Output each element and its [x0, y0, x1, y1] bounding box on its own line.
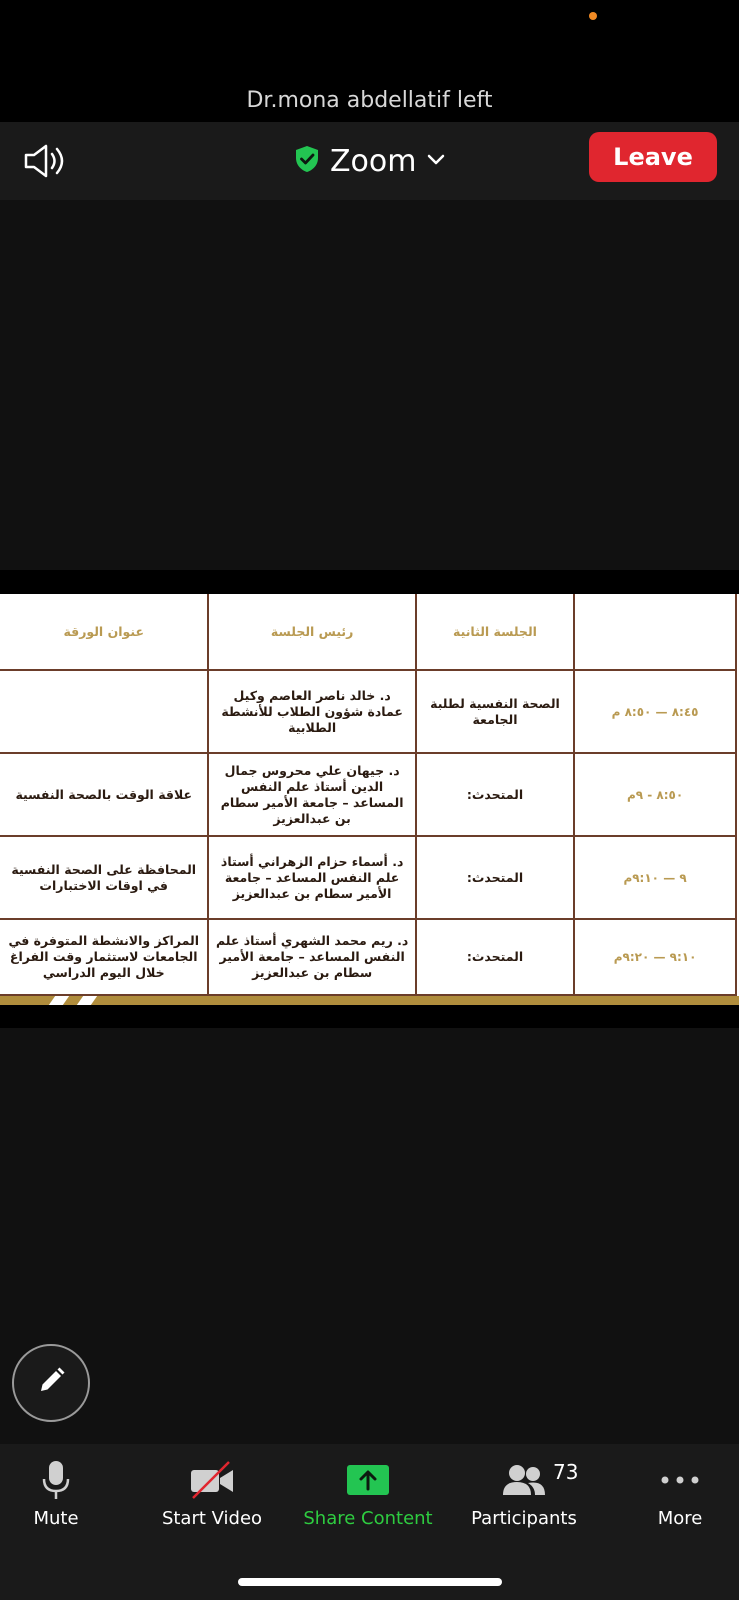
mute-label: Mute — [33, 1508, 79, 1529]
participants-label: Participants — [471, 1508, 577, 1529]
annotate-button[interactable] — [12, 1344, 90, 1422]
mute-button[interactable] — [0, 1458, 130, 1538]
header-session-chair: رئيس الجلسة — [208, 594, 415, 670]
slide-footer-bar — [0, 996, 739, 1005]
top-bar — [0, 122, 739, 200]
chevron-down-icon — [426, 152, 446, 171]
pencil-icon — [35, 1365, 67, 1401]
leave-button[interactable]: Leave — [589, 132, 717, 182]
session-role-cell: المتحدث: — [416, 919, 574, 995]
header-time — [574, 594, 736, 670]
more-button[interactable] — [606, 1458, 739, 1538]
session-chair-cell: د. خالد ناصر العاصم وكيل عمادة شؤون الطلاب للأنشطة الطلابية — [208, 670, 415, 753]
session-chair-cell: د. جيهان علي محروس جمال الدين أستاذ علم النفس المساعد – جامعة الأمير سطام بن عبدالعزيز — [208, 753, 415, 836]
speaker-icon[interactable] — [22, 142, 66, 180]
more-label: More — [657, 1508, 703, 1529]
session-role-cell: المتحدث: — [416, 753, 574, 836]
home-indicator[interactable] — [238, 1578, 502, 1586]
more-dots-icon — [606, 1458, 739, 1502]
session-role-cell: المتحدث: — [416, 836, 574, 919]
footer-stripe — [77, 996, 97, 1005]
video-off-icon — [138, 1458, 286, 1502]
participant-count-badge: 73 — [553, 1460, 579, 1484]
time-cell: ٩ — ٩:١٠م — [574, 836, 736, 919]
time-cell: ٩:١٠ — ٩:٢٠م — [574, 919, 736, 995]
header-second-session: الجلسة الثانية — [416, 594, 574, 670]
recording-indicator — [589, 12, 597, 20]
paper-title-cell: المحافظة على الصحة النفسية في اوقات الاختبارات — [0, 836, 208, 919]
session-role-cell: الصحة النفسية لطلبة الجامعة — [416, 670, 574, 753]
meeting-title: Zoom — [330, 143, 417, 179]
share-arrow-icon — [294, 1458, 442, 1502]
time-cell: ٨:٤٥ — ٨:٥٠ م — [574, 670, 736, 753]
share-content-button[interactable] — [294, 1458, 442, 1538]
start-video-button[interactable] — [138, 1458, 286, 1538]
schedule-table — [0, 594, 737, 996]
table-row — [0, 919, 736, 995]
meeting-title-dropdown[interactable] — [294, 140, 446, 182]
paper-title-cell: المراكز والانشطة المتوفرة في الجامعات لاستثمار وقت الفراغ خلال اليوم الدراسي — [0, 919, 208, 995]
shared-slide — [0, 594, 739, 1004]
footer-stripe — [49, 996, 69, 1005]
header-paper-title: عنوان الورقة — [0, 594, 208, 670]
share-content-label: Share Content — [303, 1508, 433, 1529]
shield-check-icon — [294, 145, 320, 177]
microphone-icon — [0, 1458, 130, 1502]
paper-title-cell — [0, 670, 208, 753]
paper-title-cell: علاقة الوقت بالصحة النفسية — [0, 753, 208, 836]
session-chair-cell: د. أسماء حزام الزهراني أستاذ علم النفس المساعد – جامعة الأمير سطام بن عبدالعزيز — [208, 836, 415, 919]
participant-left-notice: Dr.mona abdellatif left — [246, 88, 493, 113]
session-chair-cell: د. ريم محمد الشهري أستاذ علم النفس المساعد – جامعة الأمير سطام بن عبدالعزيز — [208, 919, 415, 995]
table-row — [0, 836, 736, 919]
time-cell: ٨:٥٠ - ٩م — [574, 753, 736, 836]
bottom-toolbar — [0, 1444, 739, 1600]
table-header-row — [0, 594, 736, 670]
table-row — [0, 753, 736, 836]
start-video-label: Start Video — [161, 1508, 263, 1529]
table-row — [0, 670, 736, 753]
